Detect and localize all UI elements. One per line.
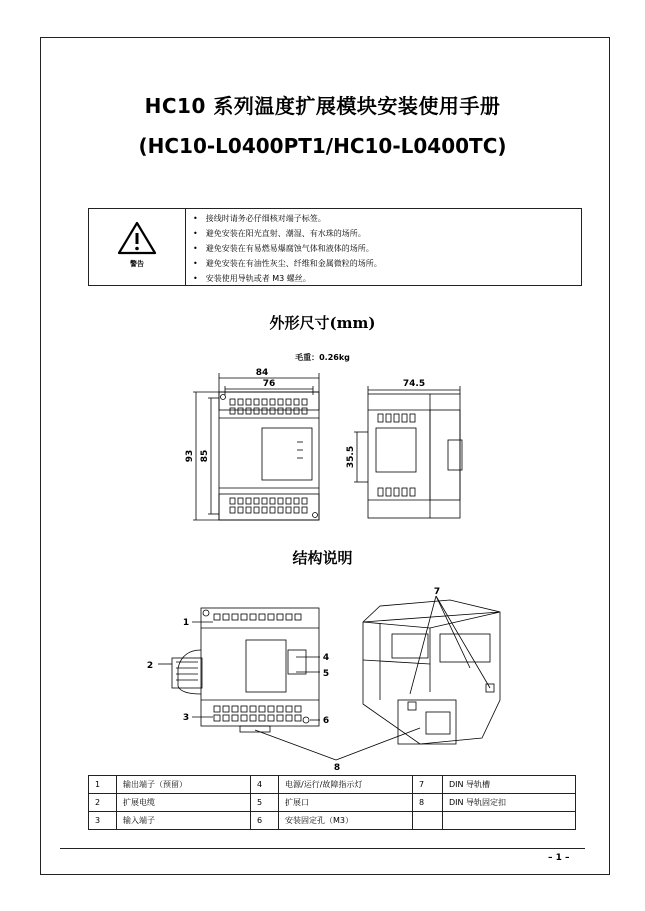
table-row [89, 776, 576, 794]
warning-caption: 警告 [130, 260, 144, 268]
callout-6: 6 [322, 716, 330, 726]
legend-text: DIN 导轨固定扣 [443, 794, 576, 812]
legend-num: 4 [251, 776, 279, 794]
footer-divider [60, 848, 585, 849]
table-row [89, 794, 576, 812]
warning-item: • 接线时请务必仔细核对端子标签。 [193, 211, 382, 226]
page-subtitle: (HC10-L0400PT1/HC10-L0400TC) [138, 134, 507, 158]
legend-num: 2 [89, 794, 117, 812]
legend-num: 1 [89, 776, 117, 794]
callout-2: 2 [146, 661, 154, 671]
dim-rail: 35.5 [346, 445, 356, 469]
warning-item: • 安装使用导轨或者 M3 螺丝。 [193, 271, 382, 286]
legend-text: 扩展口 [279, 794, 413, 812]
dim-width-inner: 76 [262, 379, 276, 389]
table-row [89, 812, 576, 830]
warning-item: • 避免安装在有油性灰尘、纤维和金属微粒的场所。 [193, 256, 382, 271]
legend-text: 电源/运行/故障指示灯 [279, 776, 413, 794]
dim-width-outer: 84 [255, 368, 269, 378]
callout-1: 1 [182, 618, 190, 628]
dim-height-inner: 85 [200, 449, 210, 463]
page-number: – 1 – [548, 853, 570, 863]
dim-height-outer: 93 [185, 449, 195, 463]
legend-num: 6 [251, 812, 279, 830]
warning-item: • 避免安装在阳光直射、潮湿、有水珠的场所。 [193, 226, 382, 241]
legend-num [413, 812, 443, 830]
callout-7: 7 [433, 587, 441, 597]
legend-text: DIN 导轨槽 [443, 776, 576, 794]
legend-text: 扩展电缆 [117, 794, 251, 812]
callout-8: 8 [333, 763, 341, 773]
callout-5: 5 [322, 669, 330, 679]
page-title: HC10 系列温度扩展模块安装使用手册 [144, 94, 501, 118]
legend-text: 输出端子（预留） [117, 776, 251, 794]
legend-text: 输入端子 [117, 812, 251, 830]
weight-label: 毛重：0.26kg [295, 353, 350, 362]
callout-3: 3 [182, 713, 190, 723]
warning-item: • 避免安装在有易燃易爆腐蚀气体和液体的场所。 [193, 241, 382, 256]
legend-num: 3 [89, 812, 117, 830]
legend-num: 5 [251, 794, 279, 812]
legend-text: 安装固定孔（M3） [279, 812, 413, 830]
legend-num: 8 [413, 794, 443, 812]
dim-depth: 74.5 [402, 379, 426, 389]
callout-4: 4 [322, 653, 330, 663]
legend-text [443, 812, 576, 830]
structure-heading: 结构说明 [292, 549, 353, 567]
legend-table [88, 775, 576, 830]
legend-num: 7 [413, 776, 443, 794]
dimensions-heading: 外形尺寸(mm) [269, 314, 376, 332]
